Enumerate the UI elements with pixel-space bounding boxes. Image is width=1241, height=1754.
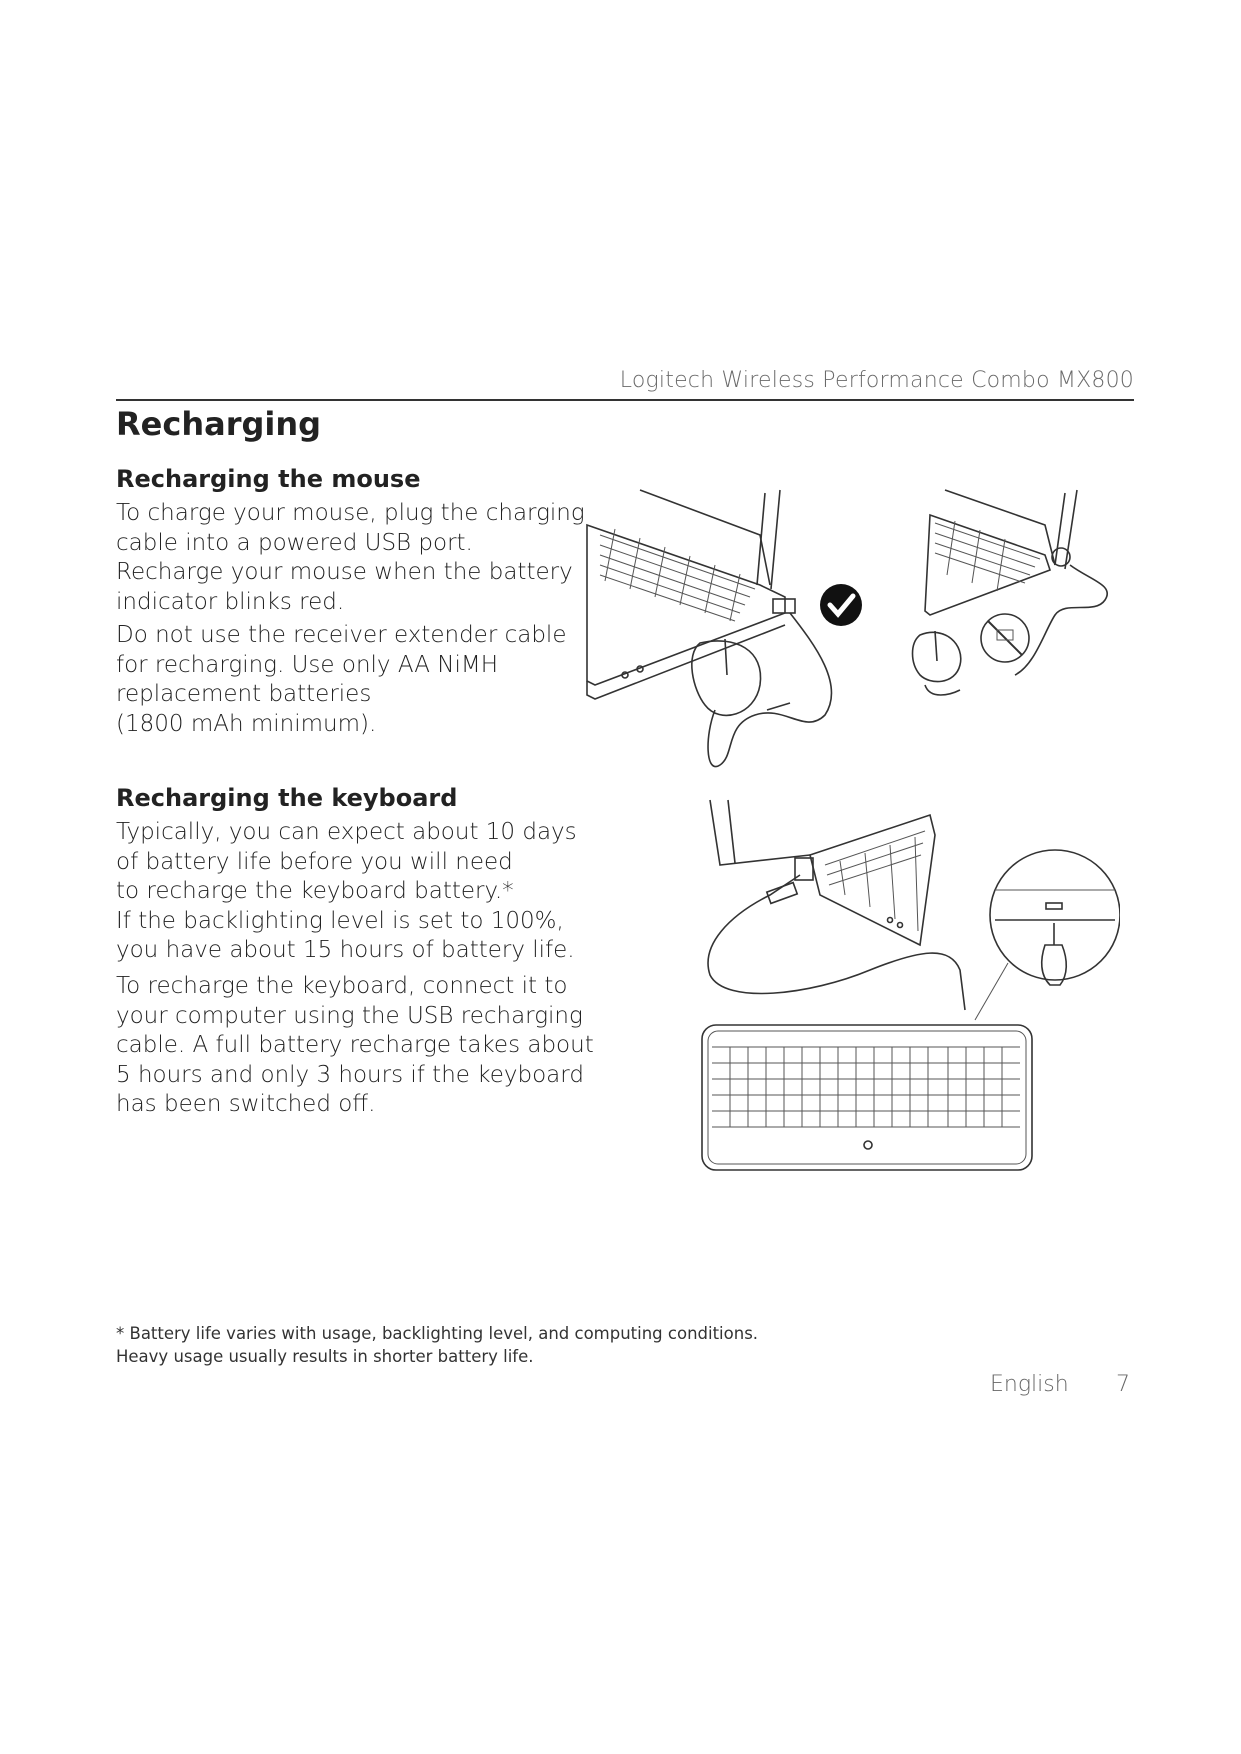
footer-language: English	[990, 1372, 1069, 1397]
header-product-name: Logitech Wireless Performance Combo MX800	[619, 368, 1134, 393]
section-title-keyboard: Recharging the keyboard	[116, 784, 458, 812]
mouse-charging-correct-illustration	[585, 485, 875, 775]
keyboard-paragraph-2: To recharge the keyboard, connect it to your computer using the USB recharging cable. A full battery recharge takes about 5 hours and only 3 hours if the keyboard has been switched off.	[116, 973, 594, 1117]
header-rule	[116, 399, 1134, 401]
footer-page-number: 7	[1116, 1372, 1130, 1397]
keyboard-paragraph-1: Typically, you can expect about 10 days of battery life before you will need to recharge the keyboard battery.* If the backlighting level is set to 100%, you have about 15 hours of battery life.	[116, 819, 577, 963]
mouse-paragraph-1: To charge your mouse, plug the charging cable into a powered USB port. Recharge your mouse when the battery indicator blinks red.	[116, 500, 585, 615]
page-title: Recharging	[116, 405, 322, 443]
keyboard-charging-illustration	[690, 795, 1120, 1180]
section-title-mouse: Recharging the mouse	[116, 465, 421, 493]
mouse-charging-incorrect-illustration	[905, 485, 1120, 705]
footnote: * Battery life varies with usage, backlighting level, and computing conditions. Heavy usage usually results in shorter battery life.	[116, 1324, 759, 1366]
mouse-paragraph-2: Do not use the receiver extender cable for recharging. Use only AA NiMH replacement batteries (1800 mAh minimum).	[116, 622, 567, 737]
